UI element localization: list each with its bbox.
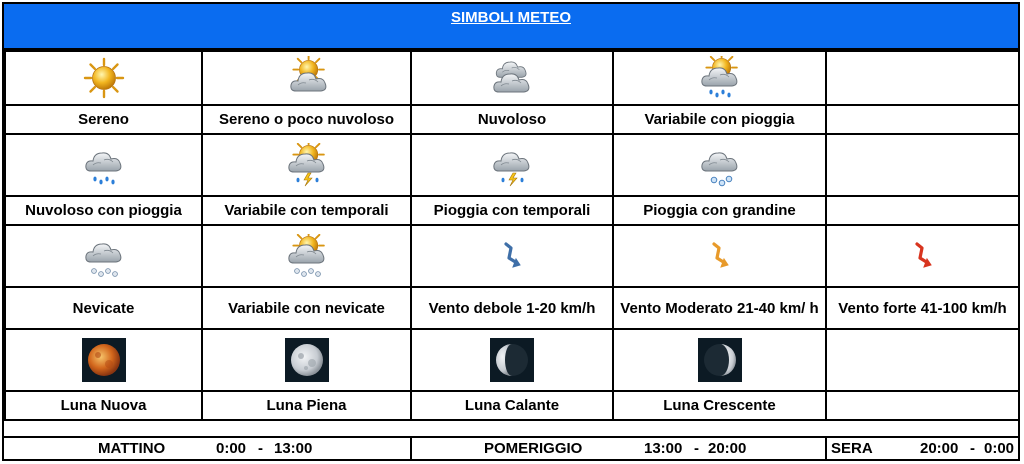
period-divider: [410, 438, 412, 459]
period-afternoon-dash: -: [694, 440, 699, 457]
symbol-label: Variabile con nevicate: [202, 287, 411, 329]
time-periods-bar: [4, 436, 1018, 459]
wind-moderate-icon: [698, 234, 742, 278]
symbol-cell: [613, 329, 826, 391]
cloud-rain-icon: [82, 143, 126, 187]
empty-cell: [826, 196, 1019, 225]
period-afternoon-to: 20:00: [708, 440, 747, 457]
symbol-label: Pioggia con temporali: [411, 196, 613, 225]
sun-cloud-rain-icon: [698, 56, 742, 100]
empty-cell: [826, 105, 1019, 134]
table-row: [5, 196, 1019, 225]
symbol-cell: [5, 329, 202, 391]
symbol-cell: [5, 225, 202, 287]
symbols-table: [4, 50, 1020, 421]
table-row: [5, 391, 1019, 420]
table-row: [5, 51, 1019, 105]
empty-cell: [826, 329, 1019, 391]
symbol-cell: [826, 225, 1019, 287]
symbol-cell: [202, 329, 411, 391]
symbol-cell: [613, 134, 826, 196]
period-evening-from: 20:00: [920, 440, 959, 457]
sun-icon: [82, 56, 126, 100]
symbol-cell: [202, 134, 411, 196]
table-row: [5, 287, 1019, 329]
period-divider: [825, 438, 827, 459]
symbol-label: Luna Piena: [202, 391, 411, 420]
cloud-hail-icon: [698, 143, 742, 187]
sun-cloud-icon: [285, 56, 329, 100]
symbol-cell: [411, 134, 613, 196]
symbol-label: Variabile con temporali: [202, 196, 411, 225]
symbol-cell: [613, 51, 826, 105]
symbol-label: Vento Moderato 21-40 km/ h: [613, 287, 826, 329]
table-row: [5, 134, 1019, 196]
symbol-label: Variabile con pioggia: [613, 105, 826, 134]
symbol-cell: [5, 51, 202, 105]
table-row: [5, 105, 1019, 134]
symbol-label: Luna Calante: [411, 391, 613, 420]
symbol-label: Luna Nuova: [5, 391, 202, 420]
symbol-cell: [5, 134, 202, 196]
symbol-label: Sereno o poco nuvoloso: [202, 105, 411, 134]
waxing-moon-icon: [698, 338, 742, 382]
symbol-label: Pioggia con grandine: [613, 196, 826, 225]
period-morning-dash: -: [258, 440, 263, 457]
sun-cloud-snow-icon: [285, 234, 329, 278]
period-afternoon-from: 13:00: [644, 440, 683, 457]
cloud-icon: [490, 56, 534, 100]
cloud-snow-icon: [82, 234, 126, 278]
symbol-cell: [613, 225, 826, 287]
legend-header: [4, 4, 1018, 50]
symbol-cell: [411, 225, 613, 287]
weather-legend: [2, 2, 1020, 461]
sun-cloud-thunder-icon: [285, 143, 329, 187]
waning-moon-icon: [490, 338, 534, 382]
empty-cell: [826, 391, 1019, 420]
empty-cell: [826, 51, 1019, 105]
period-evening-dash: -: [970, 440, 975, 457]
period-morning-from: 0:00: [216, 440, 247, 457]
symbol-label: Vento forte 41-100 km/h: [826, 287, 1019, 329]
legend-title[interactable]: SIMBOLI METEO: [451, 9, 571, 26]
symbol-label: Nevicate: [5, 287, 202, 329]
symbol-label: Luna Crescente: [613, 391, 826, 420]
new-moon-icon: [82, 338, 126, 382]
table-row: [5, 329, 1019, 391]
table-row: [5, 225, 1019, 287]
symbol-label: Sereno: [5, 105, 202, 134]
symbol-label: Vento debole 1-20 km/h: [411, 287, 613, 329]
symbol-label: Nuvoloso: [411, 105, 613, 134]
wind-weak-icon: [490, 234, 534, 278]
cloud-thunder-rain-icon: [490, 143, 534, 187]
period-morning-name: MATTINO: [98, 440, 166, 457]
wind-strong-icon: [901, 234, 945, 278]
period-afternoon-name: POMERIGGIO: [484, 440, 583, 457]
empty-cell: [826, 134, 1019, 196]
symbol-cell: [411, 51, 613, 105]
symbol-cell: [202, 51, 411, 105]
symbol-cell: [411, 329, 613, 391]
period-evening-to: 0:00: [984, 440, 1015, 457]
period-morning-to: 13:00: [274, 440, 313, 457]
full-moon-icon: [285, 338, 329, 382]
period-evening-name: SERA: [831, 440, 873, 457]
symbol-label: Nuvoloso con pioggia: [5, 196, 202, 225]
symbol-cell: [202, 225, 411, 287]
